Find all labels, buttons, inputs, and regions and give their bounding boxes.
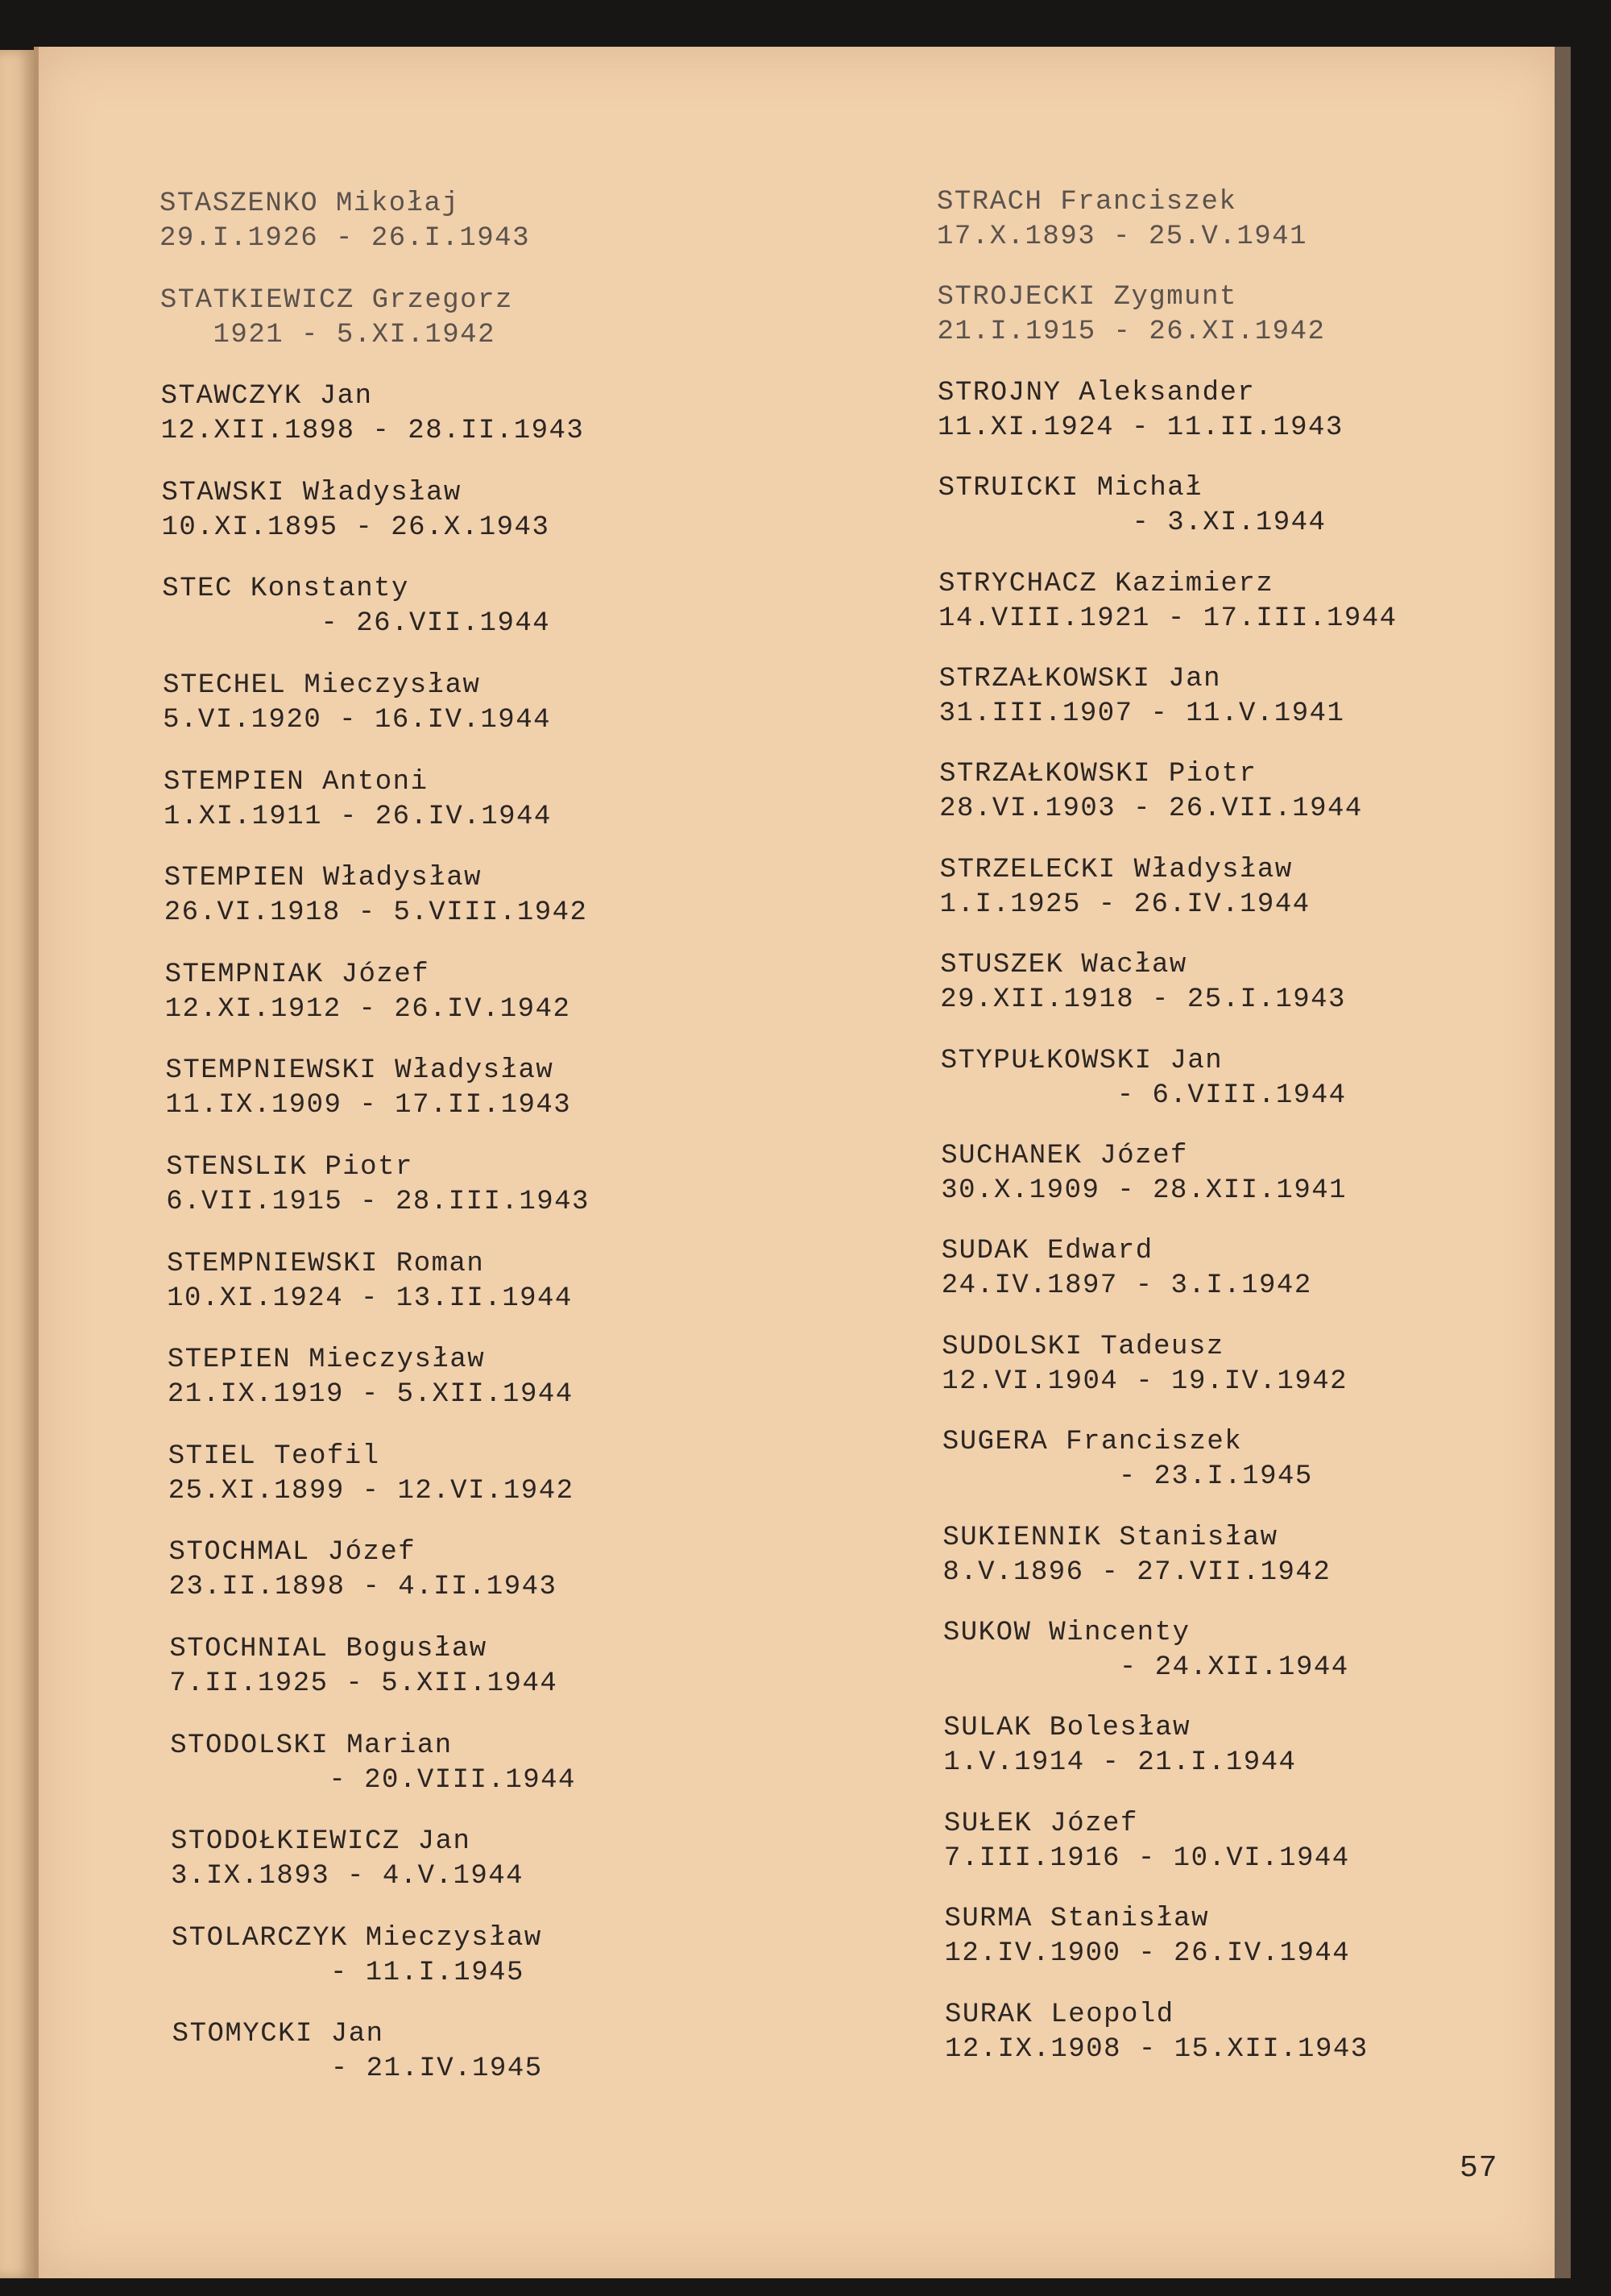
entry-dates: - 26.VII.1944 (162, 608, 551, 640)
list-item (166, 1150, 590, 1220)
entry-name: STRZAŁKOWSKI Jan (938, 664, 1222, 694)
entry-name: STOMYCKI Jan (172, 2019, 384, 2050)
list-item (168, 1343, 574, 1412)
list-item (938, 376, 1344, 446)
entry-dates: 12.IX.1908 - 15.XII.1943 (944, 2033, 1369, 2065)
page-stack-edge (1555, 47, 1571, 2278)
list-item (161, 379, 585, 449)
list-item (162, 572, 550, 641)
entry-name: STEMPNIEWSKI Roman (167, 1248, 485, 1279)
entry-dates: - 6.VIII.1944 (940, 1080, 1347, 1111)
entry-name: STIEL Teofil (168, 1440, 380, 1472)
entry-dates: 7.II.1925 - 5.XII.1944 (169, 1668, 558, 1699)
entry-name: SULAK Bolesław (943, 1713, 1191, 1744)
entry-name: STECHEL Mieczysław (163, 670, 481, 701)
entry-dates: - 11.I.1945 (171, 1957, 524, 1988)
document-page (34, 47, 1563, 2278)
entry-dates: 24.IV.1897 - 3.I.1942 (941, 1270, 1312, 1302)
entry-name: STATKIEWICZ Grzegorz (159, 284, 513, 316)
entry-name: STROJNY Aleksander (938, 377, 1256, 408)
list-item (938, 471, 1327, 541)
list-item (168, 1440, 574, 1509)
list-item (942, 1330, 1348, 1399)
entry-name: STOCHMAL Józef (168, 1537, 416, 1569)
entry-dates: 14.VIII.1921 - 17.III.1944 (938, 603, 1398, 634)
list-item (944, 1807, 1350, 1876)
list-item (160, 284, 513, 353)
list-item (937, 185, 1307, 255)
book-spine (34, 47, 39, 2278)
list-item (159, 187, 530, 256)
entry-dates: 10.XI.1895 - 26.X.1943 (161, 512, 550, 543)
list-item (939, 662, 1345, 731)
entry-name: STEMPNIEWSKI Władysław (165, 1055, 554, 1087)
entry-name: STRZELECKI Władysław (939, 854, 1293, 885)
entry-name: SUŁEK Józef (943, 1808, 1138, 1839)
entry-dates: 1.V.1914 - 21.I.1944 (943, 1747, 1297, 1779)
list-item (164, 765, 552, 835)
entry-dates: 12.XI.1912 - 26.IV.1942 (164, 993, 571, 1025)
entry-dates: - 20.VIII.1944 (170, 1764, 576, 1796)
list-item (940, 948, 1346, 1017)
entry-name: STEMPNIAK Józef (164, 959, 430, 990)
page-number: 57 (1460, 2151, 1498, 2186)
list-item (944, 1902, 1350, 1971)
entry-name: STEPIEN Mieczysław (167, 1345, 486, 1376)
entry-name: STROJECKI Zygmunt (937, 282, 1237, 313)
list-item (940, 853, 1311, 922)
entry-name: SUGERA Franciszek (942, 1427, 1243, 1458)
entry-name: SURMA Stanisław (944, 1904, 1209, 1935)
entry-dates: 29.I.1926 - 26.I.1943 (159, 223, 530, 254)
entry-name: STASZENKO Mikołaj (159, 189, 460, 219)
entry-name: STRUICKI Michał (938, 473, 1203, 504)
entry-dates: 11.IX.1909 - 17.II.1943 (165, 1090, 572, 1121)
entry-dates: 3.IX.1893 - 4.V.1944 (171, 1861, 524, 1892)
list-item (942, 1521, 1331, 1590)
previous-page-edge (0, 50, 34, 2278)
entry-dates: 25.XI.1899 - 12.VI.1942 (168, 1475, 574, 1506)
entry-name: SUDOLSKI Tadeusz (942, 1331, 1224, 1362)
entry-dates: 28.VI.1903 - 26.VII.1944 (939, 794, 1363, 825)
list-item (942, 1425, 1313, 1494)
entry-dates: 21.IX.1919 - 5.XII.1944 (167, 1379, 574, 1411)
entry-dates: 17.X.1893 - 25.V.1941 (937, 222, 1307, 252)
list-item (938, 280, 1326, 350)
list-item (945, 1998, 1369, 2067)
entry-name: SUKIENNIK Stanisław (942, 1522, 1278, 1553)
entry-dates: 12.VI.1904 - 19.IV.1942 (942, 1366, 1348, 1397)
list-item (172, 1921, 542, 1991)
list-item (167, 1247, 573, 1316)
entry-dates: 5.VI.1920 - 16.IV.1944 (163, 705, 551, 736)
entry-name: STODOLSKI Marian (170, 1730, 453, 1761)
list-item (942, 1234, 1312, 1303)
entry-dates: 12.XII.1898 - 28.II.1943 (160, 416, 585, 447)
entry-dates: 10.XI.1924 - 13.II.1944 (167, 1283, 573, 1314)
entry-dates: 11.XI.1924 - 11.II.1943 (938, 412, 1344, 443)
entry-name: STOCHNIAL Bogusław (169, 1634, 487, 1664)
entry-name: STOLARCZYK Mieczysław (171, 1922, 542, 1954)
entry-name: STUSZEK Wacław (940, 950, 1187, 981)
entry-dates: - 3.XI.1944 (938, 508, 1327, 539)
entry-name: SUDAK Edward (941, 1236, 1153, 1267)
list-item (165, 958, 571, 1027)
entry-name: SUKOW Wincenty (942, 1618, 1191, 1648)
entry-dates: 29.XII.1918 - 25.I.1943 (940, 984, 1346, 1016)
list-item (163, 669, 551, 738)
entry-dates: 31.III.1907 - 11.V.1941 (938, 698, 1345, 729)
entry-dates: 21.I.1915 - 26.XI.1942 (937, 317, 1326, 348)
entry-name: SUCHANEK Józef (941, 1141, 1188, 1171)
entry-dates: 30.X.1909 - 28.XII.1941 (941, 1175, 1348, 1206)
list-item (165, 1054, 571, 1123)
entry-name: STRACH Franciszek (937, 187, 1237, 218)
entry-dates: - 23.I.1945 (942, 1461, 1313, 1493)
entry-dates: 23.II.1898 - 4.II.1943 (168, 1572, 557, 1603)
list-item (941, 1044, 1347, 1113)
list-item (938, 567, 1398, 636)
entry-name: STYPUŁKOWSKI Jan (940, 1045, 1224, 1076)
list-item (941, 1139, 1347, 1208)
entry-name: STENSLIK Piotr (166, 1152, 413, 1183)
list-item (939, 757, 1363, 827)
entry-dates: 12.IV.1900 - 26.IV.1944 (944, 1938, 1351, 1970)
list-item (161, 476, 549, 545)
entry-name: STEC Konstanty (162, 574, 409, 605)
entry-name: STODOŁKIEWICZ Jan (171, 1826, 471, 1858)
list-item (171, 1825, 524, 1894)
entry-name: SURAK Leopold (944, 1999, 1174, 2030)
list-item (169, 1632, 557, 1701)
entry-name: STRZAŁKOWSKI Piotr (939, 759, 1257, 790)
entry-dates: - 21.IV.1945 (172, 2054, 543, 2085)
entry-name: STAWSKI Władysław (161, 477, 462, 508)
list-item (172, 2017, 543, 2087)
entry-name: STEMPIEN Antoni (163, 766, 429, 798)
list-item (943, 1711, 1296, 1780)
entry-name: STAWCZYK Jan (160, 381, 373, 412)
list-item (169, 1536, 557, 1605)
entry-dates: 6.VII.1915 - 28.III.1943 (166, 1187, 590, 1217)
entry-dates: - 24.XII.1944 (942, 1652, 1349, 1683)
list-item (164, 861, 588, 930)
entry-name: STEMPIEN Władysław (164, 863, 482, 894)
entry-dates: 7.III.1916 - 10.VI.1944 (943, 1842, 1350, 1874)
entry-name: STRYCHACZ Kazimierz (938, 568, 1274, 599)
list-item (943, 1616, 1349, 1685)
entry-dates: 8.V.1896 - 27.VII.1942 (942, 1556, 1331, 1588)
entry-dates: 1921 - 5.XI.1942 (159, 319, 495, 350)
entry-dates: 1.XI.1911 - 26.IV.1944 (163, 801, 552, 832)
list-item (170, 1729, 576, 1798)
entry-dates: 1.I.1925 - 26.IV.1944 (939, 889, 1311, 920)
entry-dates: 26.VI.1918 - 5.VIII.1942 (164, 897, 588, 929)
